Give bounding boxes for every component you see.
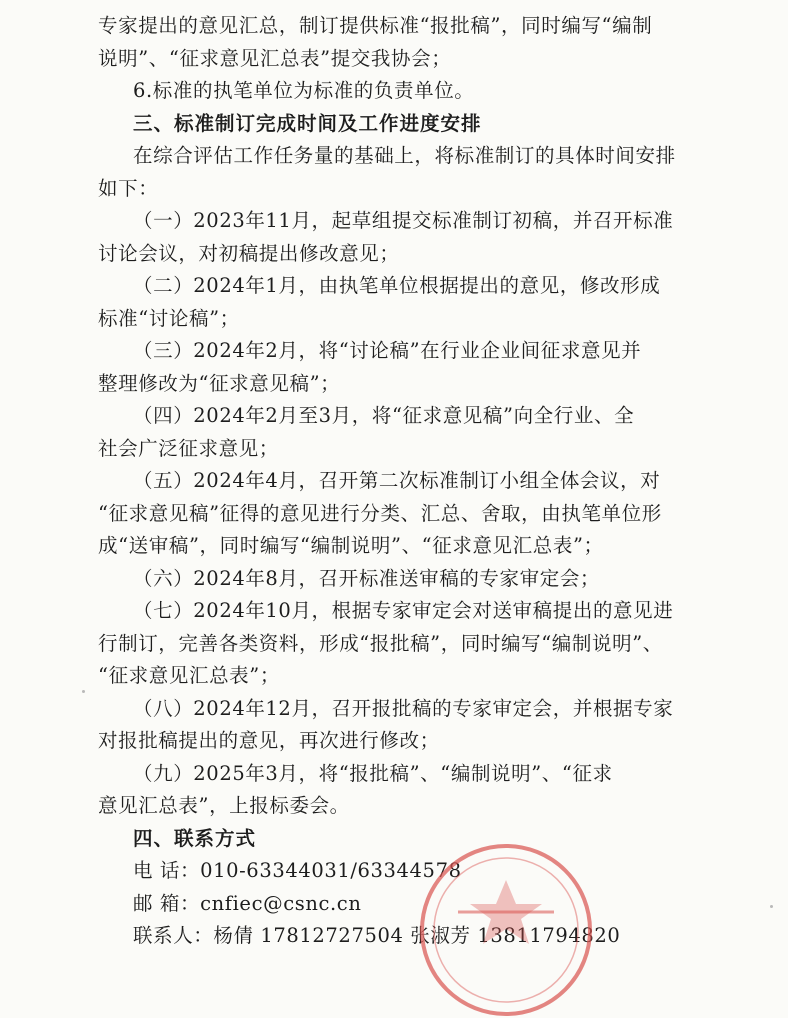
text-line: 行制订，完善各类资料，形成“报批稿”，同时编写“编制说明”、 [98, 632, 663, 655]
text-line: （五）2024年4月，召开第二次标准制订小组全体会议，对 [133, 469, 661, 492]
scan-speck [770, 905, 773, 908]
text-line: 如下： [98, 177, 159, 200]
text-line: 在综合评估工作任务量的基础上，将标准制订的具体时间安排 [133, 144, 676, 167]
contact-email: 邮 箱：cnfiec@csnc.cn [133, 892, 362, 915]
text-line: （四）2024年2月至3月，将“征求意见稿”向全行业、全 [133, 404, 635, 427]
text-line: “征求意见汇总表”； [98, 664, 280, 687]
text-line: 6.标准的执笔单位为标准的负责单位。 [133, 79, 475, 102]
text-line: 整理修改为“征求意见稿”； [98, 372, 341, 395]
text-line: “征求意见稿”征得的意见进行分类、汇总、舍取，由执笔单位形 [98, 502, 662, 525]
text-line: （三）2024年2月，将“讨论稿”在行业企业间征求意见并 [133, 339, 642, 362]
text-line: （九）2025年3月，将“报批稿”、“编制说明”、“征求 [133, 762, 613, 785]
text-line: （七）2024年10月，根据专家审定会对送审稿提出的意见进 [133, 599, 674, 622]
text-line: （一）2023年11月，起草组提交标准制订初稿，并召开标准 [133, 209, 674, 232]
text-line: 意见汇总表”，上报标委会。 [98, 794, 350, 817]
text-line: （八）2024年12月，召开报批稿的专家审定会，并根据专家 [133, 697, 674, 720]
scan-speck [82, 690, 85, 693]
section-heading: 四、联系方式 [133, 827, 257, 850]
text-line: 专家提出的意见汇总，制订提供标准“报批稿”，同时编写“编制 [98, 14, 653, 37]
text-line: 成“送审稿”，同时编写“编制说明”、“征求意见汇总表”； [98, 534, 604, 557]
text-line: 讨论会议，对初稿提出修改意见； [98, 242, 400, 265]
text-line: 社会广泛征求意见； [98, 437, 279, 460]
text-line: 标准“讨论稿”； [98, 307, 240, 330]
contact-people: 联系人：杨倩 17812727504 张淑芳 13811794820 [133, 924, 621, 947]
text-line: 对报批稿提出的意见，再次进行修改； [98, 729, 440, 752]
official-seal [418, 842, 594, 1018]
contact-phone: 电 话：010-63344031/63344578 [133, 859, 462, 882]
section-heading: 三、标准制订完成时间及工作进度安排 [133, 112, 482, 135]
text-line: （六）2024年8月，召开标准送审稿的专家审定会； [133, 567, 601, 590]
text-line: （二）2024年1月，由执笔单位根据提出的意见，修改形成 [133, 274, 661, 297]
text-line: 说明”、“征求意见汇总表”提交我协会； [98, 47, 452, 70]
